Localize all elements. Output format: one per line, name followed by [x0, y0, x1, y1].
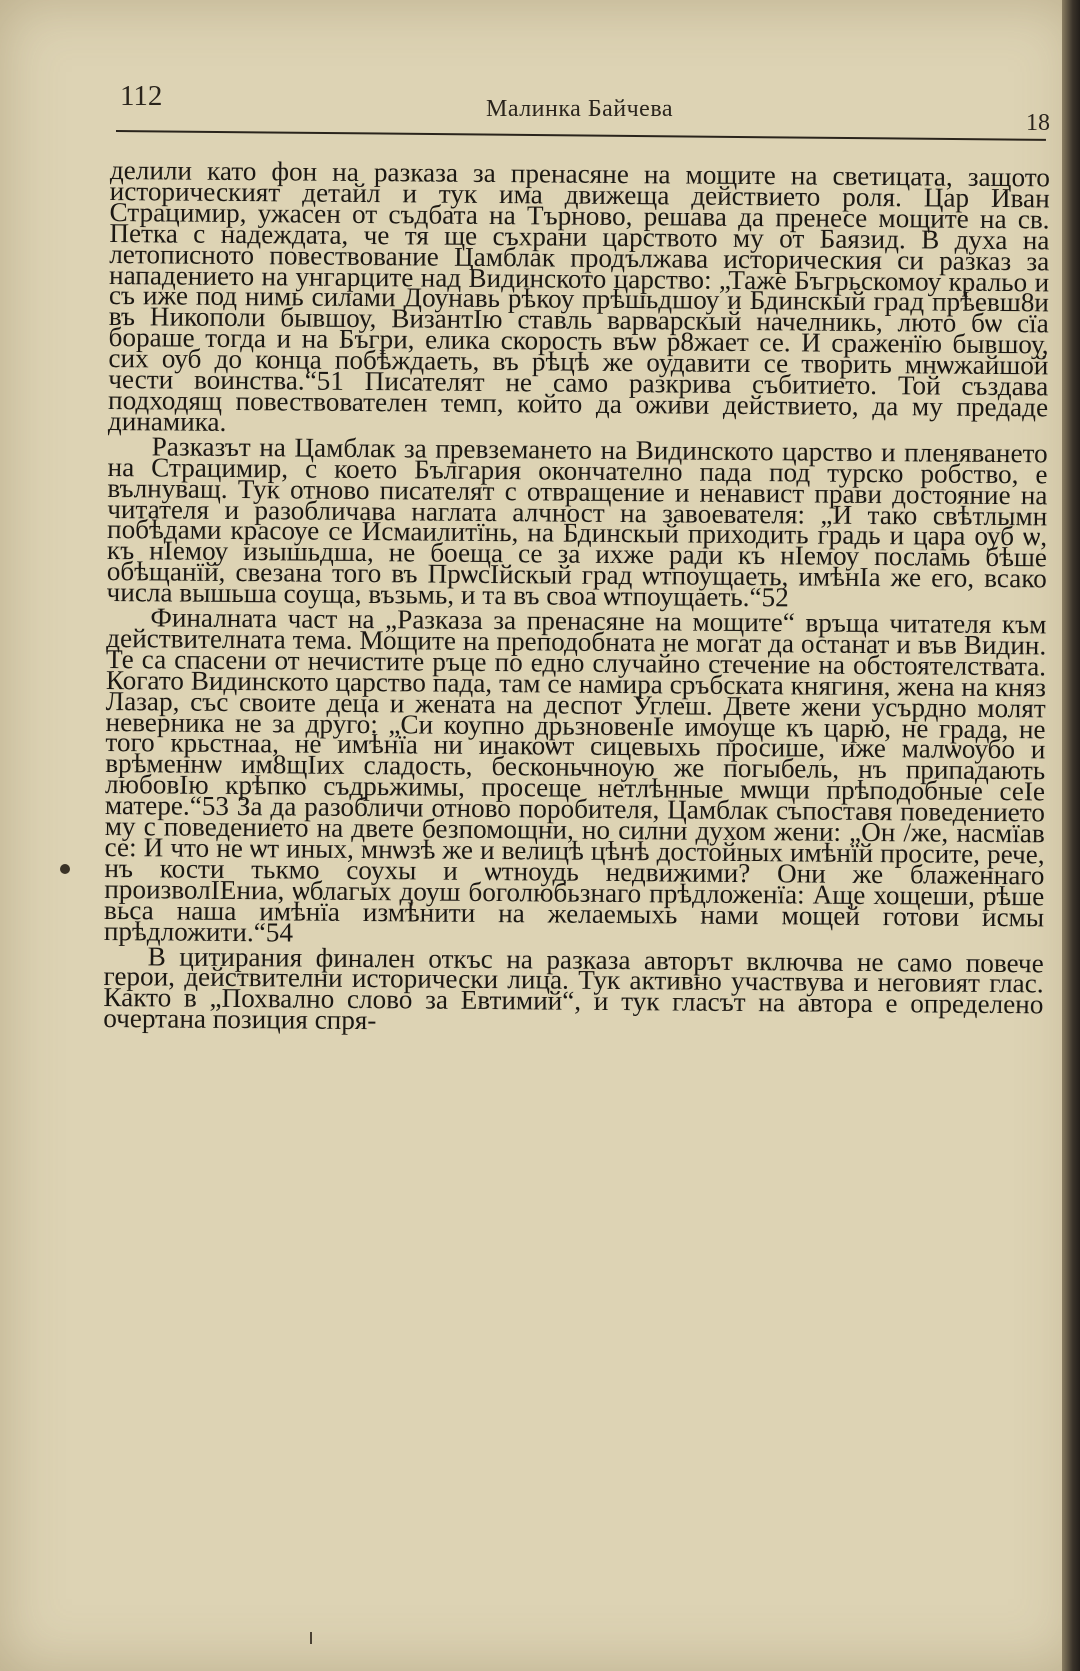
paragraph-4: В цитирания финален откъс на разказа авторът включва не само повече герои, действителни исторически лица. Тук активно участвува и неговият глас. Както в „Похвално слово за Евтимий“, и тук гласът на автора е определено очертана позиция спря-: [103, 940, 1044, 1036]
book-spine: [1062, 0, 1080, 1671]
page-number: 112: [120, 80, 163, 112]
footer-mark: [310, 1632, 312, 1644]
paragraph-2: Разказът на Цамблак за превземането на Видинското царство и пленяването на Страцимир, с което България окончателно пада под турско робство, е вълнуващ. Тук отново писателят с отвращение и ненавист прави достояние на читателя и разобличава наглата алчност на завоевателя: „И тако свѣтлымн побѣдами красоуе се Исмаилитїнь, на Бдинскый приходить градь и цара оуб ѡ, къ нIемоу изышьдша, не боеща се за ихже ради къ нIемоу посламь бѣше обѣщанїй, свезана того въ ПрѡсIйскый град ѡтпоущаеть, имѣнIа же его, всако числа вышьша соуща, възьмь, и та въ своа ѡтпоущаеть.“52: [106, 431, 1048, 613]
header-rule: [116, 130, 1046, 141]
paragraph-1: делили като фон на разказа за пренасяне на мощите на светицата, защото историческият детайл и тук има движеща действието роля. Цар Иван Страцимир, ужасен от съдбата на Търново, решава да пренесе мощите на св. Петка с надеждата, че тя ще съхрани царството му от Баязид. В духа на летописното повествование Цамблак продължава историческия си разказ за нападението на унгарците над Видинското царство: „Таже Бъгрьскомоу кральо и съ иже под нимь силами Доунавь рѣкоу прѣшьдшоу и Бдинскый град прѣевш8и въ Никополи бывшоу, ВизантIю ставль варварскый начелникь, люто бѡ сїа бораше тогда и на Бъгри, елика скорость въѡ р8жает се. И сраженїю бывшоу, сих оуб до конца побѣждаеть, въ рѣцѣ же оудавити се творить мнѡжайшой чести воинства.“51 Писателят не само разкрива събитието. Той създава подходящ повествователен темп, който да оживи действието, да му предаде динамика.: [107, 155, 1051, 437]
body-text: [103, 155, 1051, 1037]
running-head: Малинка Байчева: [486, 96, 673, 122]
margin-dot: [60, 864, 70, 874]
marginal-number: 18: [1026, 110, 1050, 136]
paragraph-3: Финалната част на „Разказа за пренасяне на мощите“ връща читателя към действителната тема. Мощите на преподобната не могат да останат и във Видин. Те са спасени от нечистите ръце по едно случайно стечение на обстоятелствата. Когато Видинското царство пада, там се намира сръбската княгиня, жена на княз Лазар, със своите деца и жената на деспот Углеш. Двете жени усърдно молят неверника не за друго: „Си коупно дрьзновенIе имоуще къ царю, не града, не того крьстнаа, не имѣнїа ни инакоѡт сицевыхь просише, иже малѡоубо и врѣменнѡ им8щIих сладость, бесконьчноую же погыбель, нъ припадають любовIю крѣпко съдрьжимы, просеще нетлѣнные мѡщи прѣподобные сеIе матере.“53 За да разобличи отново поробителя, Цамблак съпоставя поведението му с поведението на двете безпомощни, но силни духом жени: „Он /же, насмїав се: И что не ѡт иных, мнѡзѣ же и велицѣ цѣнѣ достойных имѣнїй просите, рече, нъ кости тькмо соухы и ѡтноудь недвижими? Они же блаженнаго произволIЕниа, ѡблагых доуш боголюбьзнаго прѣдложенїа: Аще хощеши, рѣше вьса наша имѣнїа измѣнити на желаемыхь нами мощей готови исмы прѣдложити.“54: [103, 602, 1047, 948]
